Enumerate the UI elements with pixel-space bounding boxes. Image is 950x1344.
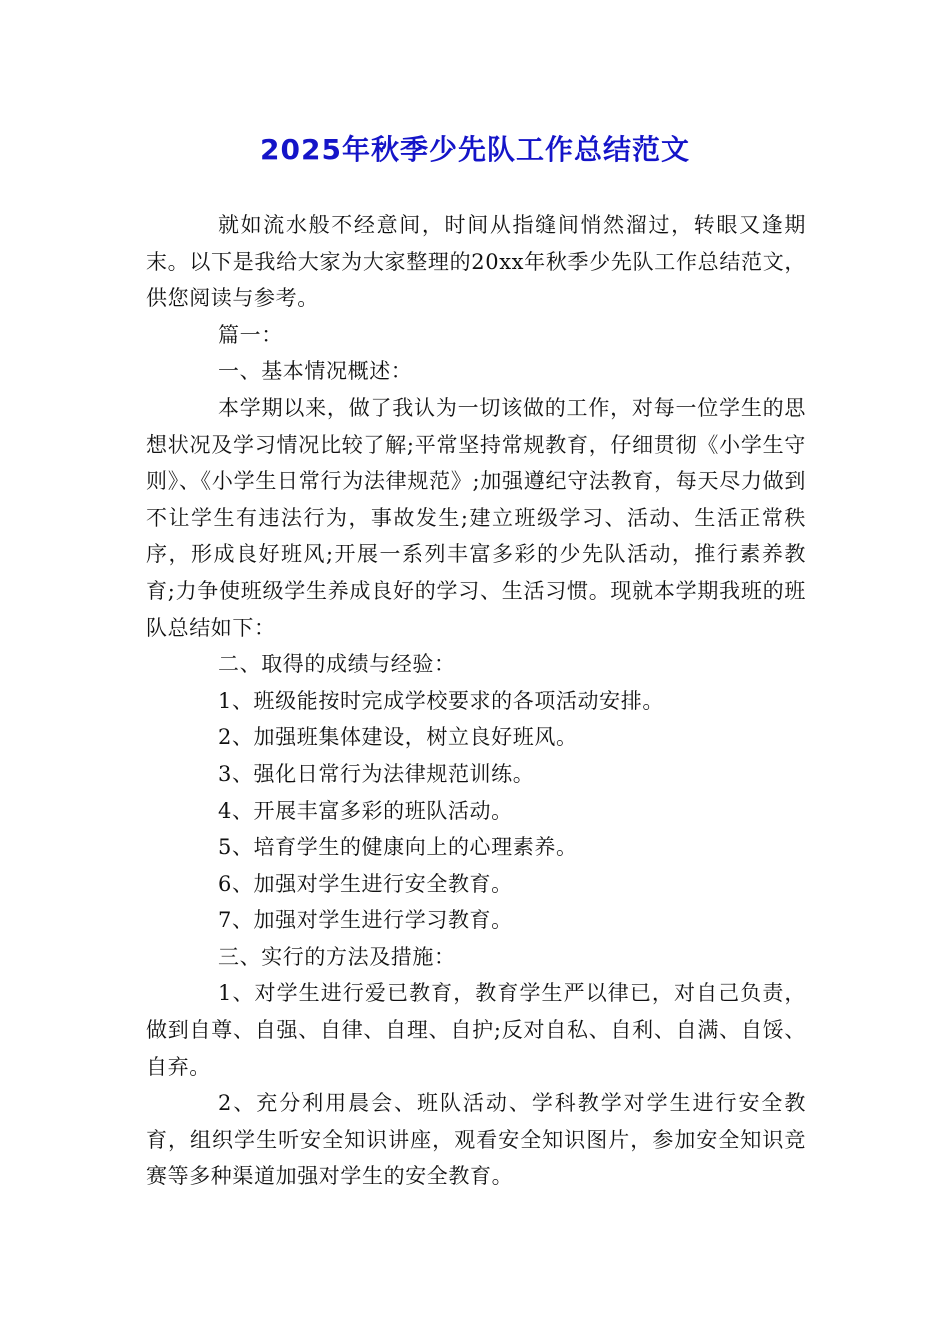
- achievement-item: 5、培育学生的健康向上的心理素养。: [218, 835, 578, 860]
- part-one-heading: 篇一：: [218, 322, 283, 347]
- section-heading-achievements: 二、取得的成绩与经验：: [218, 652, 456, 677]
- overview-paragraph: 本学期以来，做了我认为一切该做的工作，对每一位学生的思想状况及学习情况比较了解;平常坚持常规教育，仔细贯彻《小学生守则》、《小学生日常行为法律规范》;加强遵纪守法教育，每天尽力做到不让学生有违法行为，事故发生;建立班级学习、活动、生活正常秩序，形成良好班风;开展一系列丰富多彩的少先队活动，推行素养教育;力争使班级学生养成良好的学习、生活习惯。现就本学期我班的班队总结如下：: [146, 395, 806, 640]
- achievement-item: 1、班级能按时完成学校要求的各项活动安排。: [218, 688, 664, 713]
- achievement-item: 3、强化日常行为法律规范训练。: [218, 761, 535, 786]
- section-heading-methods: 三、实行的方法及措施：: [218, 944, 456, 969]
- section-heading-overview: 一、基本情况概述：: [218, 359, 413, 384]
- method-paragraph: 2、充分利用晨会、班队活动、学科教学对学生进行安全教育，组织学生听安全知识讲座，观看安全知识图片，参加安全知识竞赛等多种渠道加强对学生的安全教育。: [146, 1091, 806, 1189]
- document-title: 2025年秋季少先队工作总结范文: [260, 133, 690, 166]
- method-paragraph: 1、对学生进行爱已教育，教育学生严以律已，对自己负责，做到自尊、自强、自律、自理、自护;反对自私、自利、自满、自馁、自弃。: [146, 981, 806, 1079]
- achievement-item: 7、加强对学生进行学习教育。: [218, 908, 513, 933]
- document-body: [146, 207, 806, 1195]
- achievement-item: 6、加强对学生进行安全教育。: [218, 871, 513, 896]
- achievement-item: 4、开展丰富多彩的班队活动。: [218, 798, 513, 823]
- achievement-item: 2、加强班集体建设，树立良好班风。: [218, 725, 578, 750]
- intro-paragraph: 就如流水般不经意间，时间从指缝间悄然溜过，转眼又逢期末。以下是我给大家为大家整理的20xx年秋季少先队工作总结范文，供您阅读与参考。: [146, 213, 806, 311]
